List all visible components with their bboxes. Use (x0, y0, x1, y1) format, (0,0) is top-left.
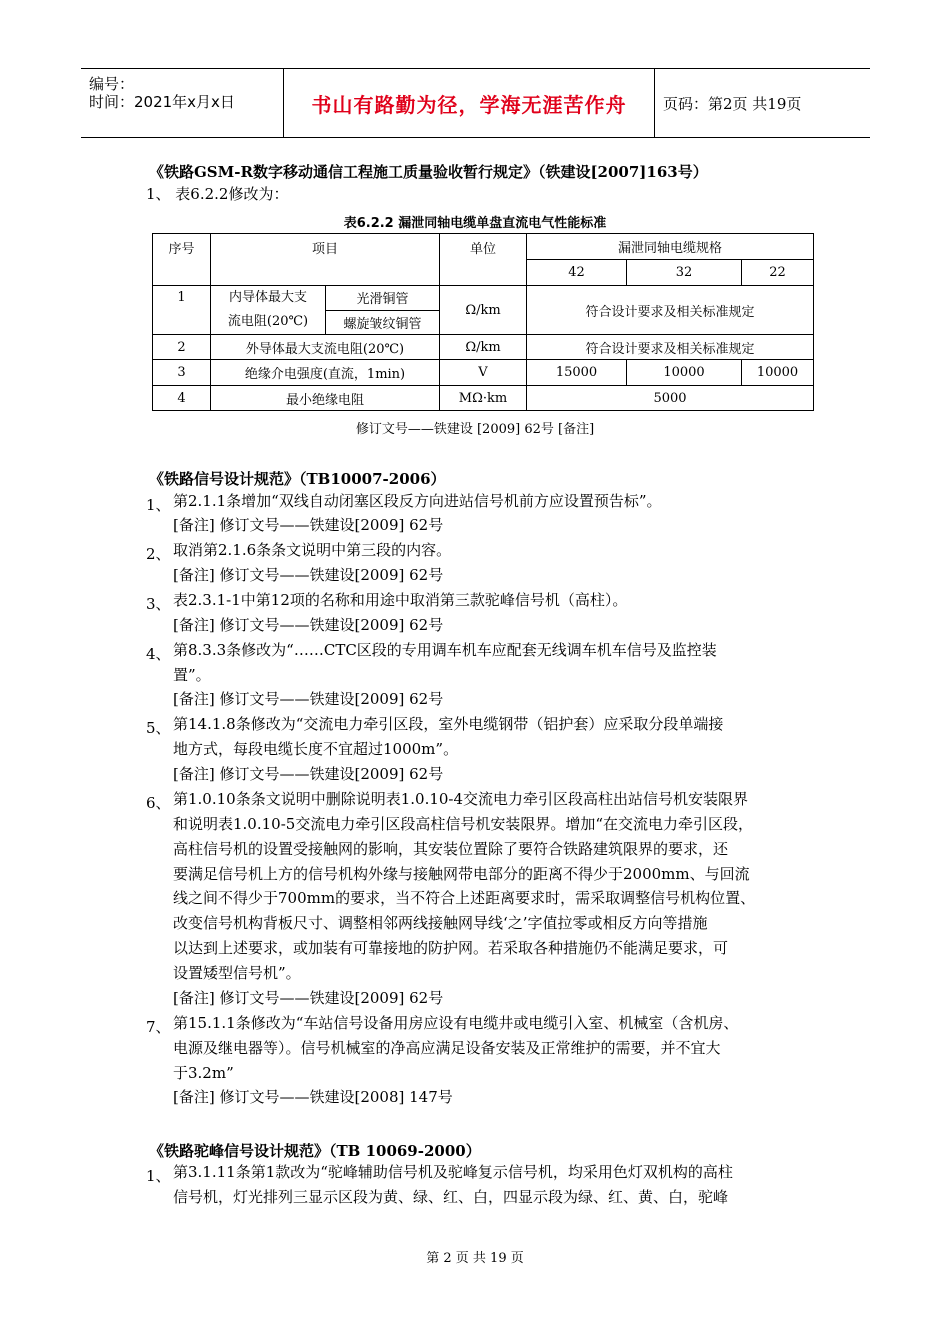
header-page-info: 页码：第2页 共19页 (663, 95, 802, 113)
s2-num-3: 3、 (146, 595, 171, 613)
s2-line: 第8.3.3条修改为“……CTC区段的专用调车机车应配套无线调车机车信号及监控装 (173, 641, 717, 659)
table-caption: 表6.2.2 漏泄同轴电缆单盘直流电气性能标准 (343, 216, 607, 231)
r2-unit: Ω/km (440, 335, 527, 360)
r4-item: 最小绝缘电阻 (211, 386, 440, 411)
s2-line: 置”。 (173, 666, 211, 684)
s2-line: 第15.1.1条修改为“车站信号设备用房应设有电缆井或电缆引入室、机械室（含机房、 (173, 1014, 739, 1032)
s2-line: 第2.1.1条增加“双线自动闭塞区段反方向进站信号机前方应设置预告标”。 (173, 492, 662, 510)
r2-value: 符合设计要求及相关标准规定 (527, 335, 814, 360)
r3-seq: 3 (153, 360, 211, 386)
r3-value-42: 15000 (527, 360, 627, 386)
s2-line: 第14.1.8条修改为“交流电力牵引区段，室外电缆钢带（铝护套）应采取分段单端接 (173, 715, 724, 733)
s2-line: 高柱信号机的设置受接触网的影响，其安装位置除了要符合铁路建筑限界的要求，还 (173, 840, 729, 858)
r3-value-22: 10000 (742, 360, 814, 386)
r3-item: 绝缘介电强度(直流，1min) (211, 360, 440, 386)
section-title-signal: 《铁路信号设计规范》（TB10007-2006） (149, 470, 446, 488)
s3-line: 信号机，灯光排列三显示区段为黄、绿、红、白，四显示段为绿、红、黄、白，驼峰 (173, 1188, 729, 1206)
s2-note: [备注] 修订文号——铁建设[2009] 62号 (173, 690, 444, 708)
r1-item (211, 286, 326, 335)
header-slogan: 书山有路勤为径，学海无涯苦作舟 (284, 69, 655, 137)
th-spec: 漏泄同轴电缆规格 (527, 234, 814, 260)
s2-note: [备注] 修订文号——铁建设[2009] 62号 (173, 566, 444, 584)
s2-line: 电源及继电器等）。信号机械室的净高应满足设备安装及正常维护的需要，并不宜大 (173, 1039, 721, 1057)
r2-seq: 2 (153, 335, 211, 360)
r4-seq: 4 (153, 386, 211, 411)
s2-note: [备注] 修订文号——铁建设[2009] 62号 (173, 989, 444, 1007)
r1-item-line-b: 流电阻(20℃) (227, 314, 309, 329)
section-title-gsmr: 《铁路GSM-R数字移动通信工程施工质量验收暂行规定》（铁建设[2007]163号） (149, 163, 708, 181)
r1-value: 符合设计要求及相关标准规定 (527, 286, 814, 335)
cable-spec-table (152, 233, 814, 411)
r3-unit: V (440, 360, 527, 386)
r1-sub-smooth: 光滑铜管 (326, 286, 440, 311)
s2-line: 和说明表1.0.10-5交流电力牵引区段高柱信号机安装限界。增加“在交流电力牵引区段， (173, 815, 753, 833)
page-header (81, 68, 870, 138)
s2-line: 线之间不得少于700mm的要求，当不符合上述距离要求时，需采取调整信号机构位置、 (173, 889, 756, 907)
th-seq: 序号 (153, 234, 211, 286)
s2-note: [备注] 修订文号——铁建设[2009] 62号 (173, 516, 444, 534)
s2-note: [备注] 修订文号——铁建设[2009] 62号 (173, 616, 444, 634)
s2-num-1: 1、 (146, 496, 171, 514)
r1-unit: Ω/km (440, 286, 527, 335)
s2-line: 设置矮型信号机”。 (173, 964, 301, 982)
th-spec-42: 42 (527, 260, 627, 286)
s2-note: [备注] 修订文号——铁建设[2008] 147号 (173, 1088, 453, 1106)
r1-sub-spiral: 螺旋皱纹铜管 (326, 310, 440, 335)
header-meta (81, 69, 284, 137)
table-note: 修订文号——铁建设 [2009] 62号 [备注] (355, 422, 595, 437)
s2-line: 要满足信号机上方的信号机构外缘与接触网带电部分的距离不得少于2000mm、与回流 (173, 865, 750, 883)
section-title-hump: 《铁路驼峰信号设计规范》（TB 10069-2000） (149, 1142, 481, 1160)
s2-num-7: 7、 (146, 1018, 171, 1036)
s1-item-1: 1、 表6.2.2修改为： (146, 185, 289, 203)
page-footer: 第 2 页 共 19 页 (426, 1251, 524, 1266)
s2-note: [备注] 修订文号——铁建设[2009] 62号 (173, 765, 444, 783)
s2-line: 改变信号机构背板尺寸、调整相邻两线接触网导线‘之’字值拉零或相反方向等措施 (173, 914, 708, 932)
s3-line: 第3.1.11条第1款改为“驼峰辅助信号机及驼峰复示信号机，均采用色灯双机构的高柱 (173, 1163, 733, 1181)
s2-line: 取消第2.1.6条条文说明中第三段的内容。 (173, 541, 452, 559)
r4-unit: MΩ·km (440, 386, 527, 411)
code-label: 编号： (89, 75, 135, 93)
s2-num-4: 4、 (146, 645, 171, 663)
r1-seq: 1 (153, 286, 211, 335)
s2-line: 表2.3.1-1中第12项的名称和用途中取消第三款驼峰信号机（高柱）。 (173, 591, 628, 609)
s2-num-2: 2、 (146, 545, 171, 563)
r3-value-32: 10000 (627, 360, 742, 386)
time-label: 时间：2021年x月x日 (89, 93, 235, 111)
r2-item: 外导体最大支流电阻(20℃) (211, 335, 440, 360)
s3-num-1: 1、 (146, 1167, 171, 1185)
s2-num-5: 5、 (146, 719, 171, 737)
th-spec-22: 22 (742, 260, 814, 286)
th-spec-32: 32 (627, 260, 742, 286)
r1-item-line-a: 内导体最大支 (228, 290, 307, 305)
s2-line: 地方式，每段电缆长度不宜超过1000m”。 (173, 740, 459, 758)
s2-line: 第1.0.10条条文说明中删除说明表1.0.10-4交流电力牵引区段高柱出站信号机安装限界 (173, 790, 749, 808)
r4-value: 5000 (527, 386, 814, 411)
th-unit: 单位 (440, 234, 527, 286)
s2-num-6: 6、 (146, 794, 171, 812)
s2-line: 以达到上述要求，或加装有可靠接地的防护网。若采取各种措施仍不能满足要求，可 (173, 939, 729, 957)
th-item: 项目 (211, 234, 440, 286)
s2-line: 于3.2m” (173, 1064, 234, 1082)
